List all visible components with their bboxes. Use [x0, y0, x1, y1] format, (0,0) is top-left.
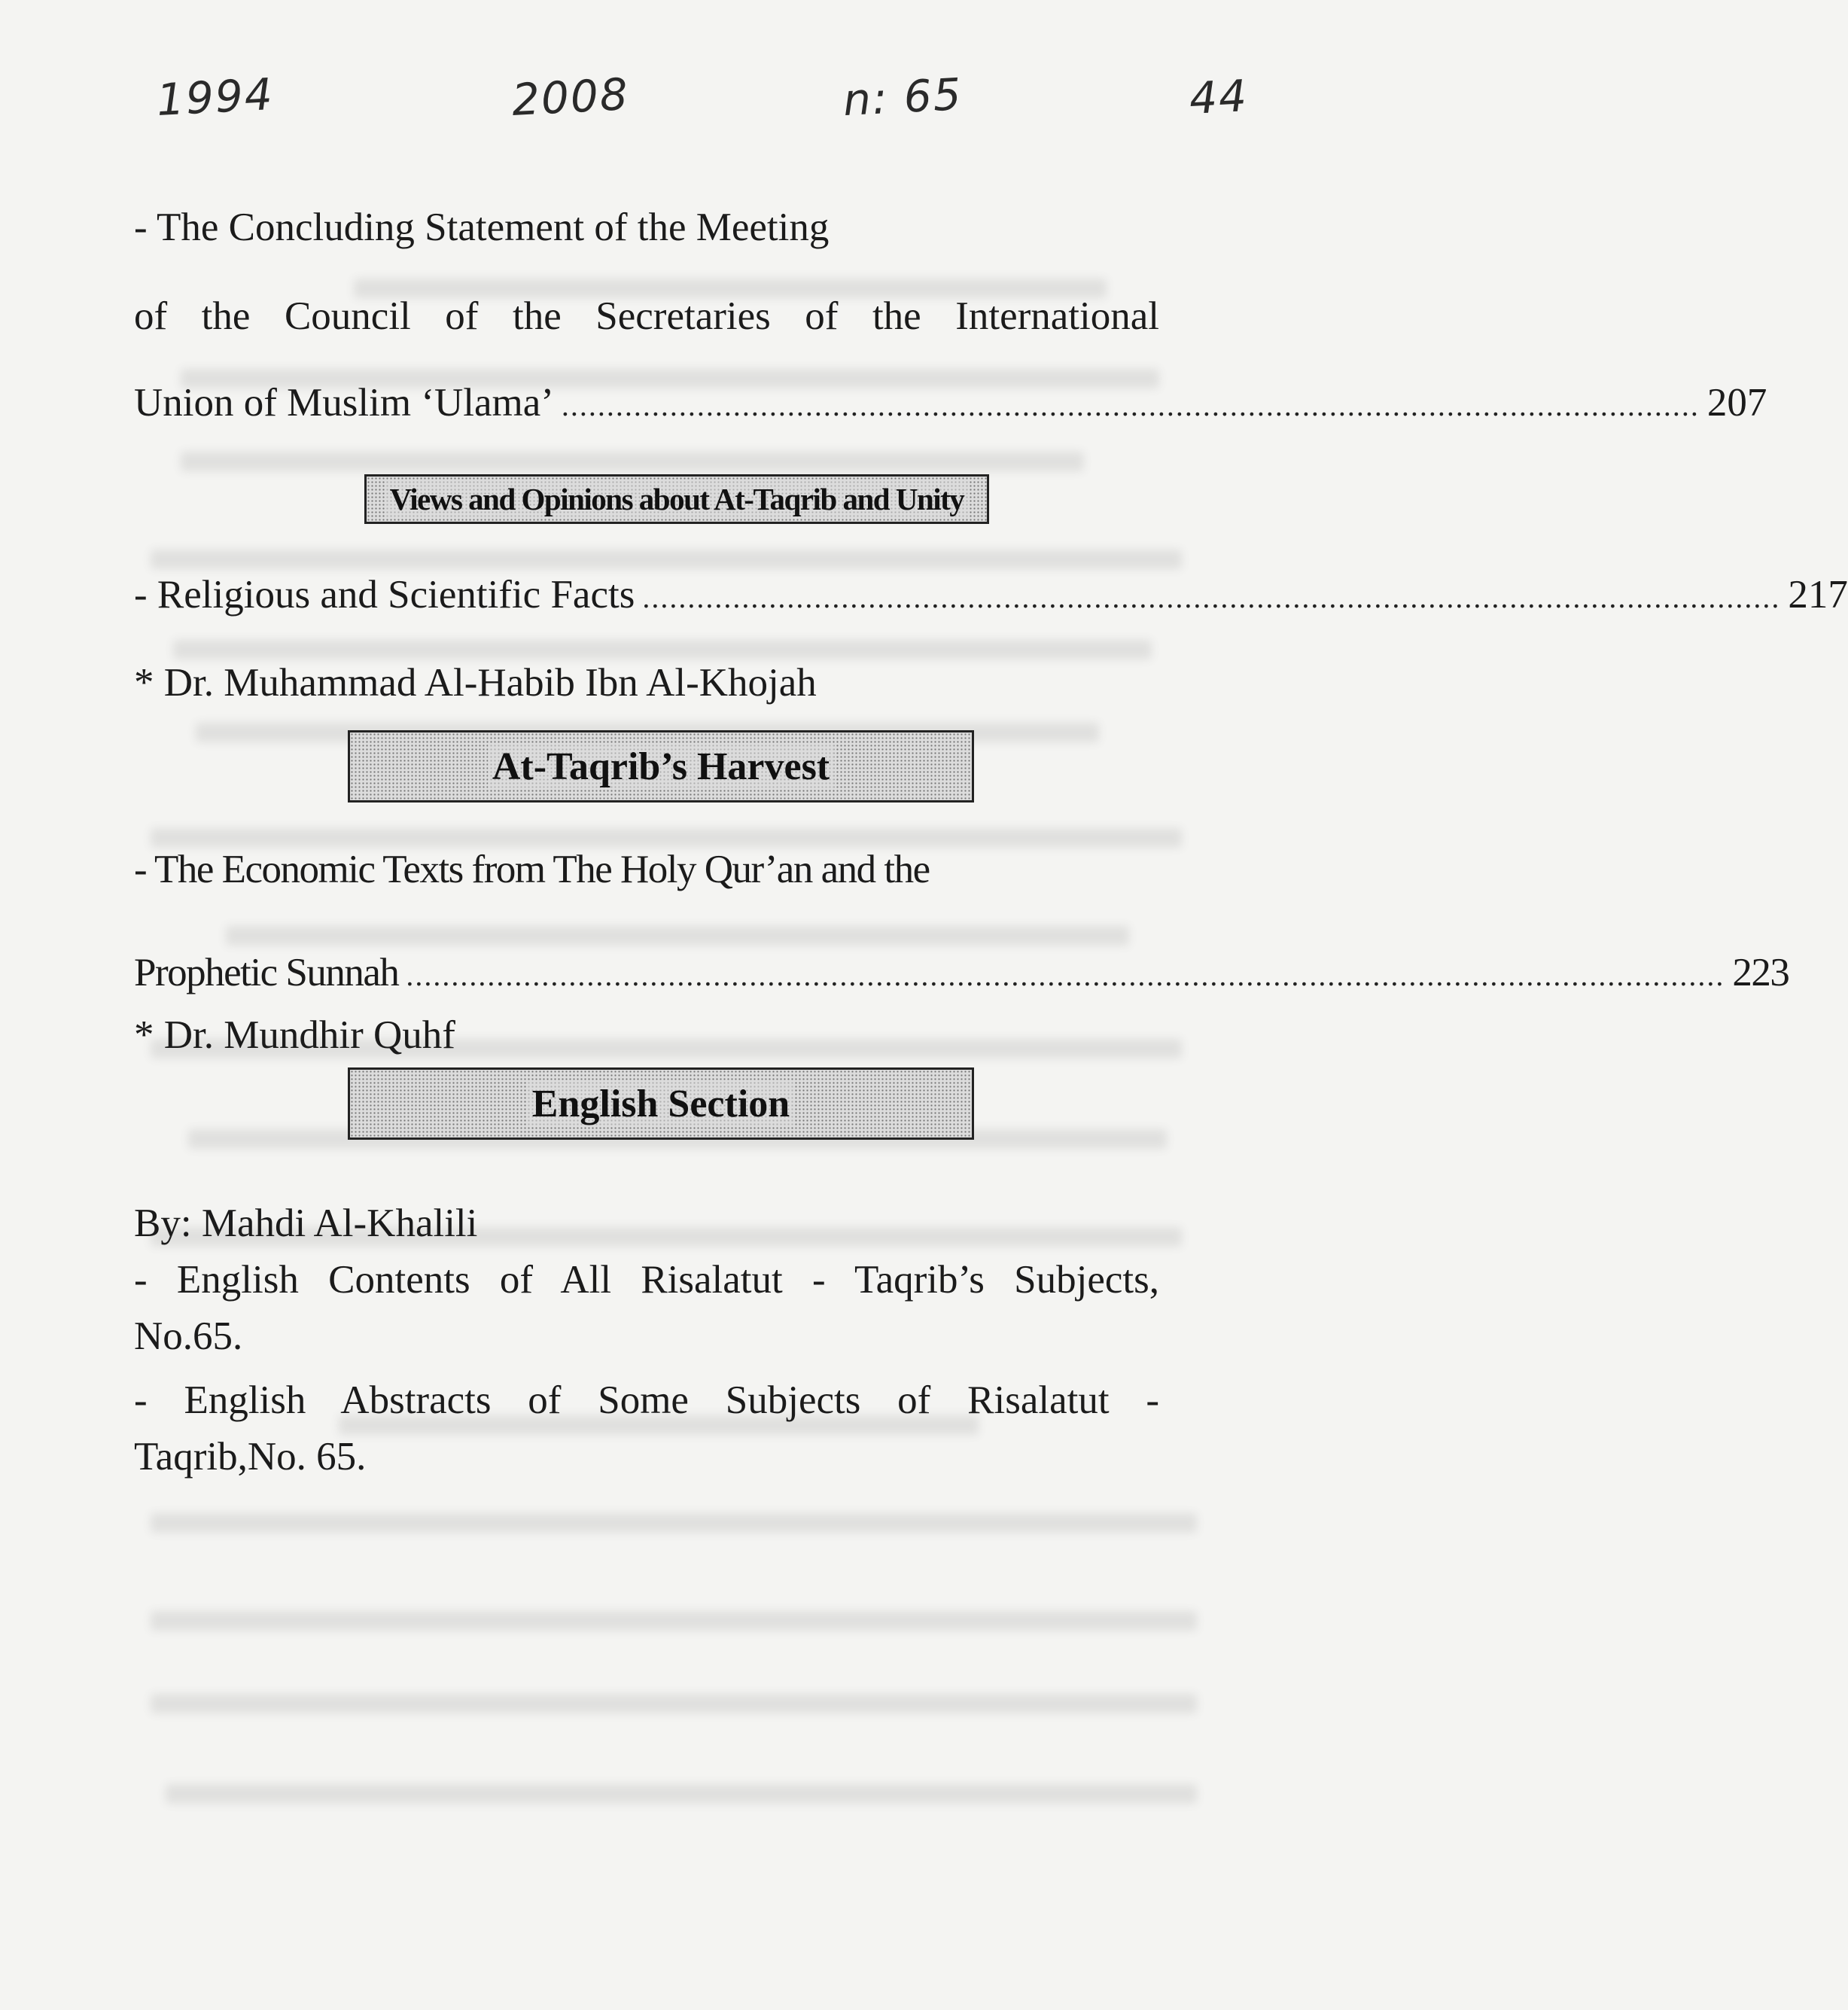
handwritten-note-4: 44 — [1188, 70, 1250, 124]
leader-dots: .................................................................................................................................................. — [406, 958, 1725, 992]
banner-2-label: At-Taqrib’s Harvest — [488, 745, 834, 789]
entry-2-toc-row — [134, 572, 1848, 620]
english-section-author: By: Mahdi Al-Khalili — [134, 1201, 478, 1245]
entry-3-toc-row — [134, 950, 1789, 998]
entry-1-title-end: Union of Muslim ‘Ulama’ — [134, 381, 554, 425]
entry-2-author: * Dr. Muhammad Al-Habib Ibn Al-Khojah — [134, 661, 817, 705]
handwritten-note-3: n: 65 — [842, 68, 964, 126]
english-item-1-line-2: No.65. — [134, 1314, 243, 1358]
english-item-1-line-1: - English Contents of All Risalatut - Taqrib’s Subjects, — [134, 1258, 1159, 1302]
english-item-2-line-1: - English Abstracts of Some Subjects of Risalatut - — [134, 1378, 1159, 1422]
section-banner-taqrib-harvest — [348, 730, 974, 802]
entry-3-line-1: - The Economic Texts from The Holy Qur’an and the — [134, 848, 930, 891]
entry-1-line-2: of the Council of the Secretaries of the International — [134, 294, 1159, 338]
entry-3-author: * Dr. Mundhir Quhf — [134, 1013, 455, 1057]
banner-1-label: Views and Opinions about At-Taqrib and Unity — [385, 481, 969, 517]
handwritten-note-1: 1994 — [155, 68, 276, 126]
handwritten-note-2: 2008 — [510, 68, 631, 126]
section-banner-views-opinions — [364, 474, 989, 524]
entry-1-page-number: 207 — [1706, 381, 1767, 425]
entry-1-toc-row — [134, 380, 1767, 428]
entry-3-page-number: 223 — [1732, 951, 1789, 994]
leader-dots: .............................................................................................................................. — [561, 388, 1700, 422]
entry-2-page-number: 217 — [1788, 573, 1848, 617]
leader-dots: .............................................................................................................................. — [642, 580, 1781, 614]
english-item-2-line-2: Taqrib,No. 65. — [134, 1435, 367, 1479]
banner-3-label: English Section — [528, 1082, 794, 1126]
entry-2-title: - Religious and Scientific Facts — [134, 573, 635, 617]
entry-1-line-1: - The Concluding Statement of the Meeting — [134, 206, 830, 249]
section-banner-english-section — [348, 1067, 974, 1140]
entry-3-title-end: Prophetic Sunnah — [134, 951, 399, 994]
